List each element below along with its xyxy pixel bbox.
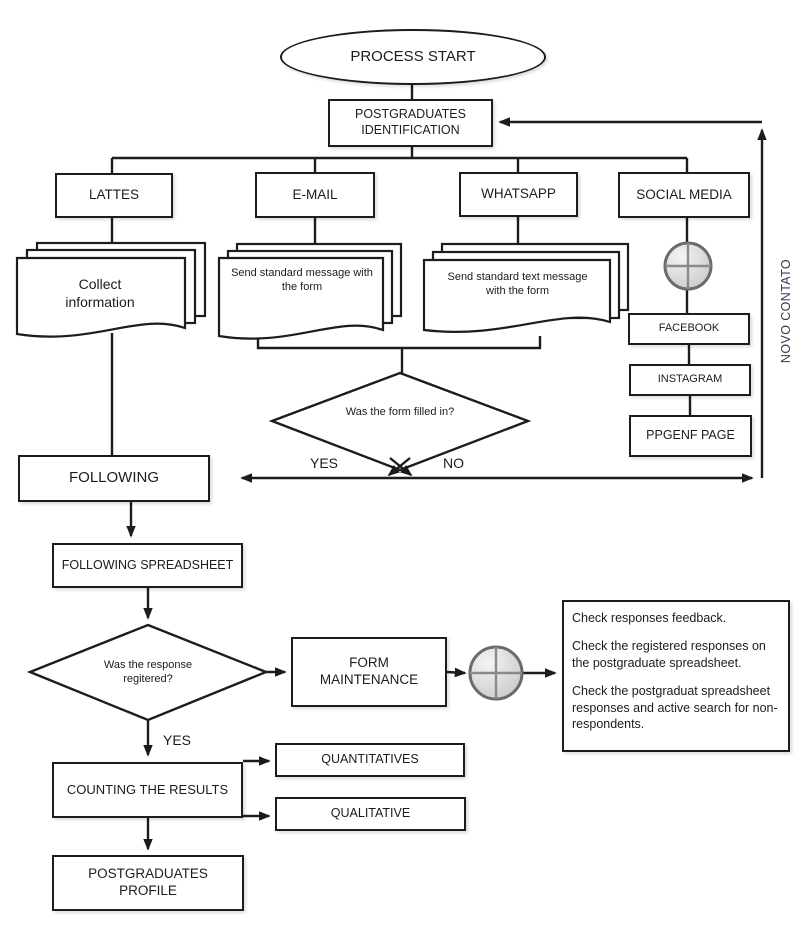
label-no: NO	[443, 455, 464, 471]
node-label: FACEBOOK	[658, 322, 720, 335]
check-notes-block	[562, 600, 790, 752]
node-whatsapp	[459, 172, 578, 217]
node-ppgenf-page	[629, 415, 752, 457]
node-following-spreadsheet	[52, 543, 243, 588]
note-item: Check the postgraduat spreadsheet responses and active search for non-respondents.	[572, 683, 778, 732]
label-yes: YES	[163, 732, 192, 748]
node-label: FORM MAINTENANCE	[319, 655, 419, 687]
node-label: POSTGRADUATES PROFILE	[88, 866, 208, 898]
document-collect-information: Collect information	[65, 276, 135, 311]
node-process-start	[280, 29, 546, 85]
junction-connector-icon	[470, 647, 522, 699]
node-email	[255, 172, 375, 218]
node-label: FOLLOWING SPREADSHEET	[61, 557, 234, 572]
node-label: WHATSAPP	[481, 186, 556, 202]
node-label: INSTAGRAM	[657, 373, 723, 386]
node-label: E-MAIL	[292, 186, 338, 202]
label-yes: YES	[310, 455, 339, 471]
node-label: PPGENF PAGE	[646, 428, 735, 443]
node-form-maintenance	[291, 637, 447, 707]
document-email-message: Send standard message with the form	[231, 267, 373, 294]
junction-connector-icon	[665, 243, 711, 289]
node-postgraduates-profile	[52, 855, 244, 911]
node-quantitatives	[275, 743, 465, 777]
node-label: POSTGRADUATES IDENTIFICATION	[355, 107, 466, 137]
node-social-media	[618, 172, 750, 218]
node-qualitative	[275, 797, 466, 831]
node-label: QUALITATIVE	[330, 806, 411, 821]
node-label: COUNTING THE RESULTS	[66, 781, 229, 797]
node-label: LATTES	[88, 187, 139, 203]
node-postgraduates-identification	[328, 99, 493, 147]
node-label: QUANTITATIVES	[321, 752, 419, 767]
node-lattes	[55, 173, 173, 218]
note-item: Check the registered responses on the postgraduate spreadsheet.	[572, 638, 766, 670]
node-instagram	[629, 364, 751, 396]
note-item: Check responses feedback.	[572, 611, 727, 625]
node-following	[18, 455, 210, 502]
node-label: FOLLOWING	[68, 469, 159, 487]
decision-form-filled: Was the form filled in?	[345, 406, 455, 418]
node-counting-results	[52, 762, 243, 818]
node-facebook	[628, 313, 750, 345]
decision-response-registered: Was the response regitered?	[103, 659, 193, 685]
feedback-loop-label: NOVO CONTATO	[779, 258, 793, 364]
node-label: SOCIAL MEDIA	[636, 186, 732, 202]
node-label: PROCESS START	[350, 47, 476, 65]
document-whatsapp-message: Send standard text message with the form	[447, 271, 588, 298]
